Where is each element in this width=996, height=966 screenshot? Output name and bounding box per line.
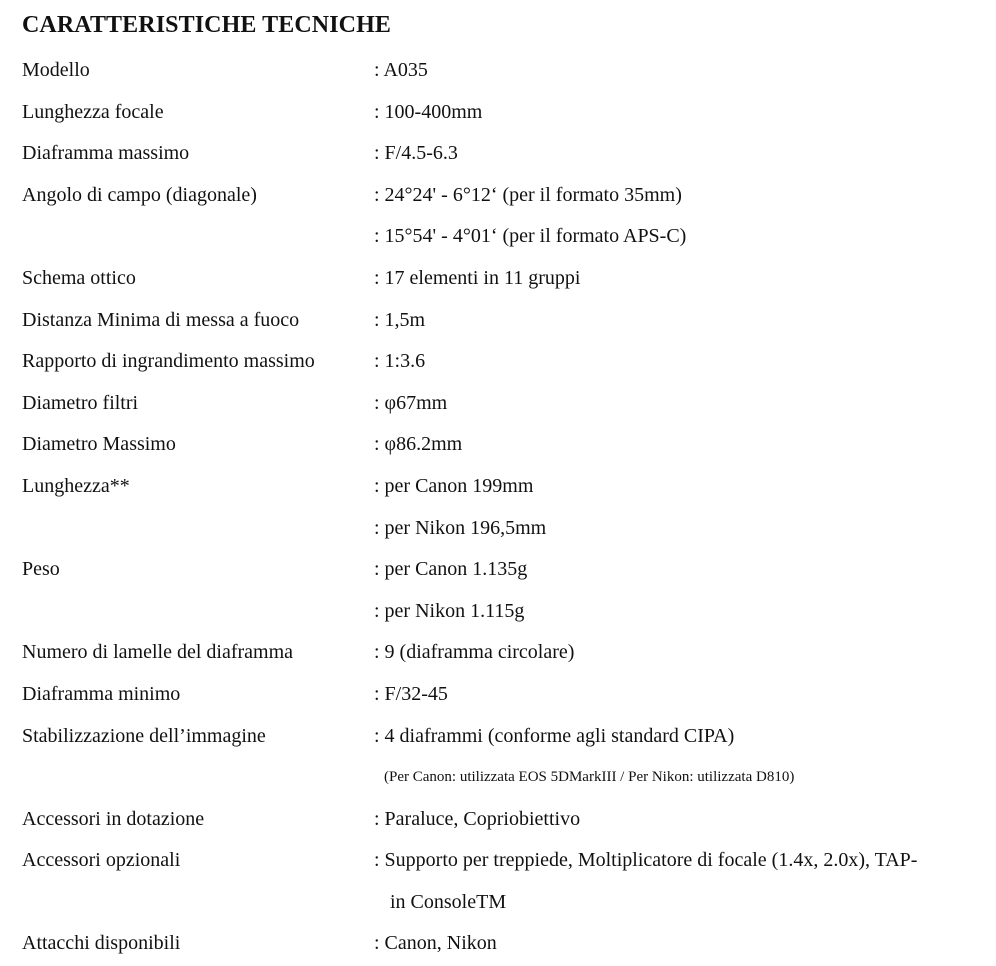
- spec-row-attacchi: [22, 923, 992, 965]
- spec-label: Accessori in dotazione: [22, 807, 205, 830]
- spec-value: : A035: [374, 59, 428, 81]
- spec-label: Diaframma minimo: [22, 682, 181, 705]
- spec-row-diaframma-massimo: [22, 133, 992, 175]
- spec-label: Lunghezza focale: [22, 100, 164, 123]
- spec-row-lunghezza: [22, 466, 992, 508]
- spec-value: : per Canon 199mm: [374, 474, 534, 497]
- spec-label: Distanza Minima di messa a fuoco: [22, 308, 300, 331]
- spec-value: : 15°54' - 4°01‘ (per il formato APS-C): [374, 225, 687, 248]
- spec-row-numero-lamelle: [22, 632, 992, 674]
- spec-row-accessori-opzionali: [22, 840, 992, 923]
- spec-value-line2: in ConsoleTM: [390, 890, 507, 913]
- spec-row-schema-ottico: [22, 258, 992, 300]
- spec-value: : per Nikon 1.115g: [374, 599, 525, 622]
- spec-label: Diametro Massimo: [22, 433, 176, 456]
- spec-row-distanza-minima: [22, 300, 992, 342]
- spec-label: Attacchi disponibili: [22, 932, 181, 955]
- spec-value: : 1:3.6: [374, 350, 426, 373]
- spec-row-stabilizzazione-note: [22, 757, 992, 799]
- spec-row-diametro-filtri: [22, 383, 992, 425]
- spec-value: : F/32-45: [374, 682, 448, 705]
- spec-value: : 17 elementi in 11 gruppi: [374, 266, 581, 289]
- spec-value: : per Nikon 196,5mm: [374, 516, 547, 539]
- spec-value: : 1,5m: [374, 308, 426, 331]
- spec-row-lunghezza-nikon: [22, 508, 992, 550]
- spec-label: Diametro filtri: [22, 391, 139, 414]
- spec-label: Peso: [22, 558, 60, 581]
- spec-label: Schema ottico: [22, 266, 136, 289]
- spec-table: [22, 50, 992, 965]
- spec-label: Lunghezza**: [22, 474, 130, 497]
- spec-value: : per Canon 1.135g: [374, 558, 528, 581]
- spec-row-stabilizzazione: [22, 716, 992, 758]
- spec-row-lunghezza-focale: [22, 92, 992, 134]
- spec-value: : 9 (diaframma circolare): [374, 641, 575, 664]
- spec-label: Numero di lamelle del diaframma: [22, 641, 294, 664]
- spec-note: (Per Canon: utilizzata EOS 5DMarkIII / Per Nikon: utilizzata D810): [384, 769, 795, 786]
- spec-row-accessori-dotazione: [22, 799, 992, 841]
- spec-label: Accessori opzionali: [22, 849, 181, 872]
- spec-value: : Paraluce, Copriobiettivo: [374, 807, 581, 830]
- spec-value: : 4 diaframmi (conforme agli standard CIPA): [374, 724, 735, 747]
- spec-row-peso-nikon: [22, 591, 992, 633]
- spec-value: : Canon, Nikon: [374, 932, 497, 955]
- spec-label: Diaframma massimo: [22, 142, 190, 165]
- spec-row-diametro-massimo: [22, 424, 992, 466]
- spec-value: [374, 840, 986, 923]
- spec-label: Rapporto di ingrandimento massimo: [22, 350, 315, 373]
- spec-value-line1: : Supporto per treppiede, Moltiplicatore di focale (1.4x, 2.0x), TAP-: [374, 849, 918, 872]
- spec-value: : φ67mm: [374, 391, 448, 414]
- spec-value: : 100-400mm: [374, 100, 483, 123]
- spec-label: Stabilizzazione dell’immagine: [22, 724, 266, 747]
- spec-row-rapporto-ingrandimento: [22, 341, 992, 383]
- spec-row-peso: [22, 549, 992, 591]
- document-title: CARATTERISTICHE TECNICHE: [22, 12, 391, 38]
- spec-label: Modello: [22, 59, 90, 81]
- spec-value: : φ86.2mm: [374, 433, 463, 456]
- spec-row-angolo-di-campo-aps-c: [22, 216, 992, 258]
- spec-value: : 24°24' - 6°12‘ (per il formato 35mm): [374, 183, 682, 206]
- spec-row-modello: [22, 50, 992, 92]
- spec-row-diaframma-minimo: [22, 674, 992, 716]
- spec-value: : F/4.5-6.3: [374, 142, 458, 165]
- spec-row-angolo-di-campo: [22, 175, 992, 217]
- spec-label: Angolo di campo (diagonale): [22, 183, 257, 206]
